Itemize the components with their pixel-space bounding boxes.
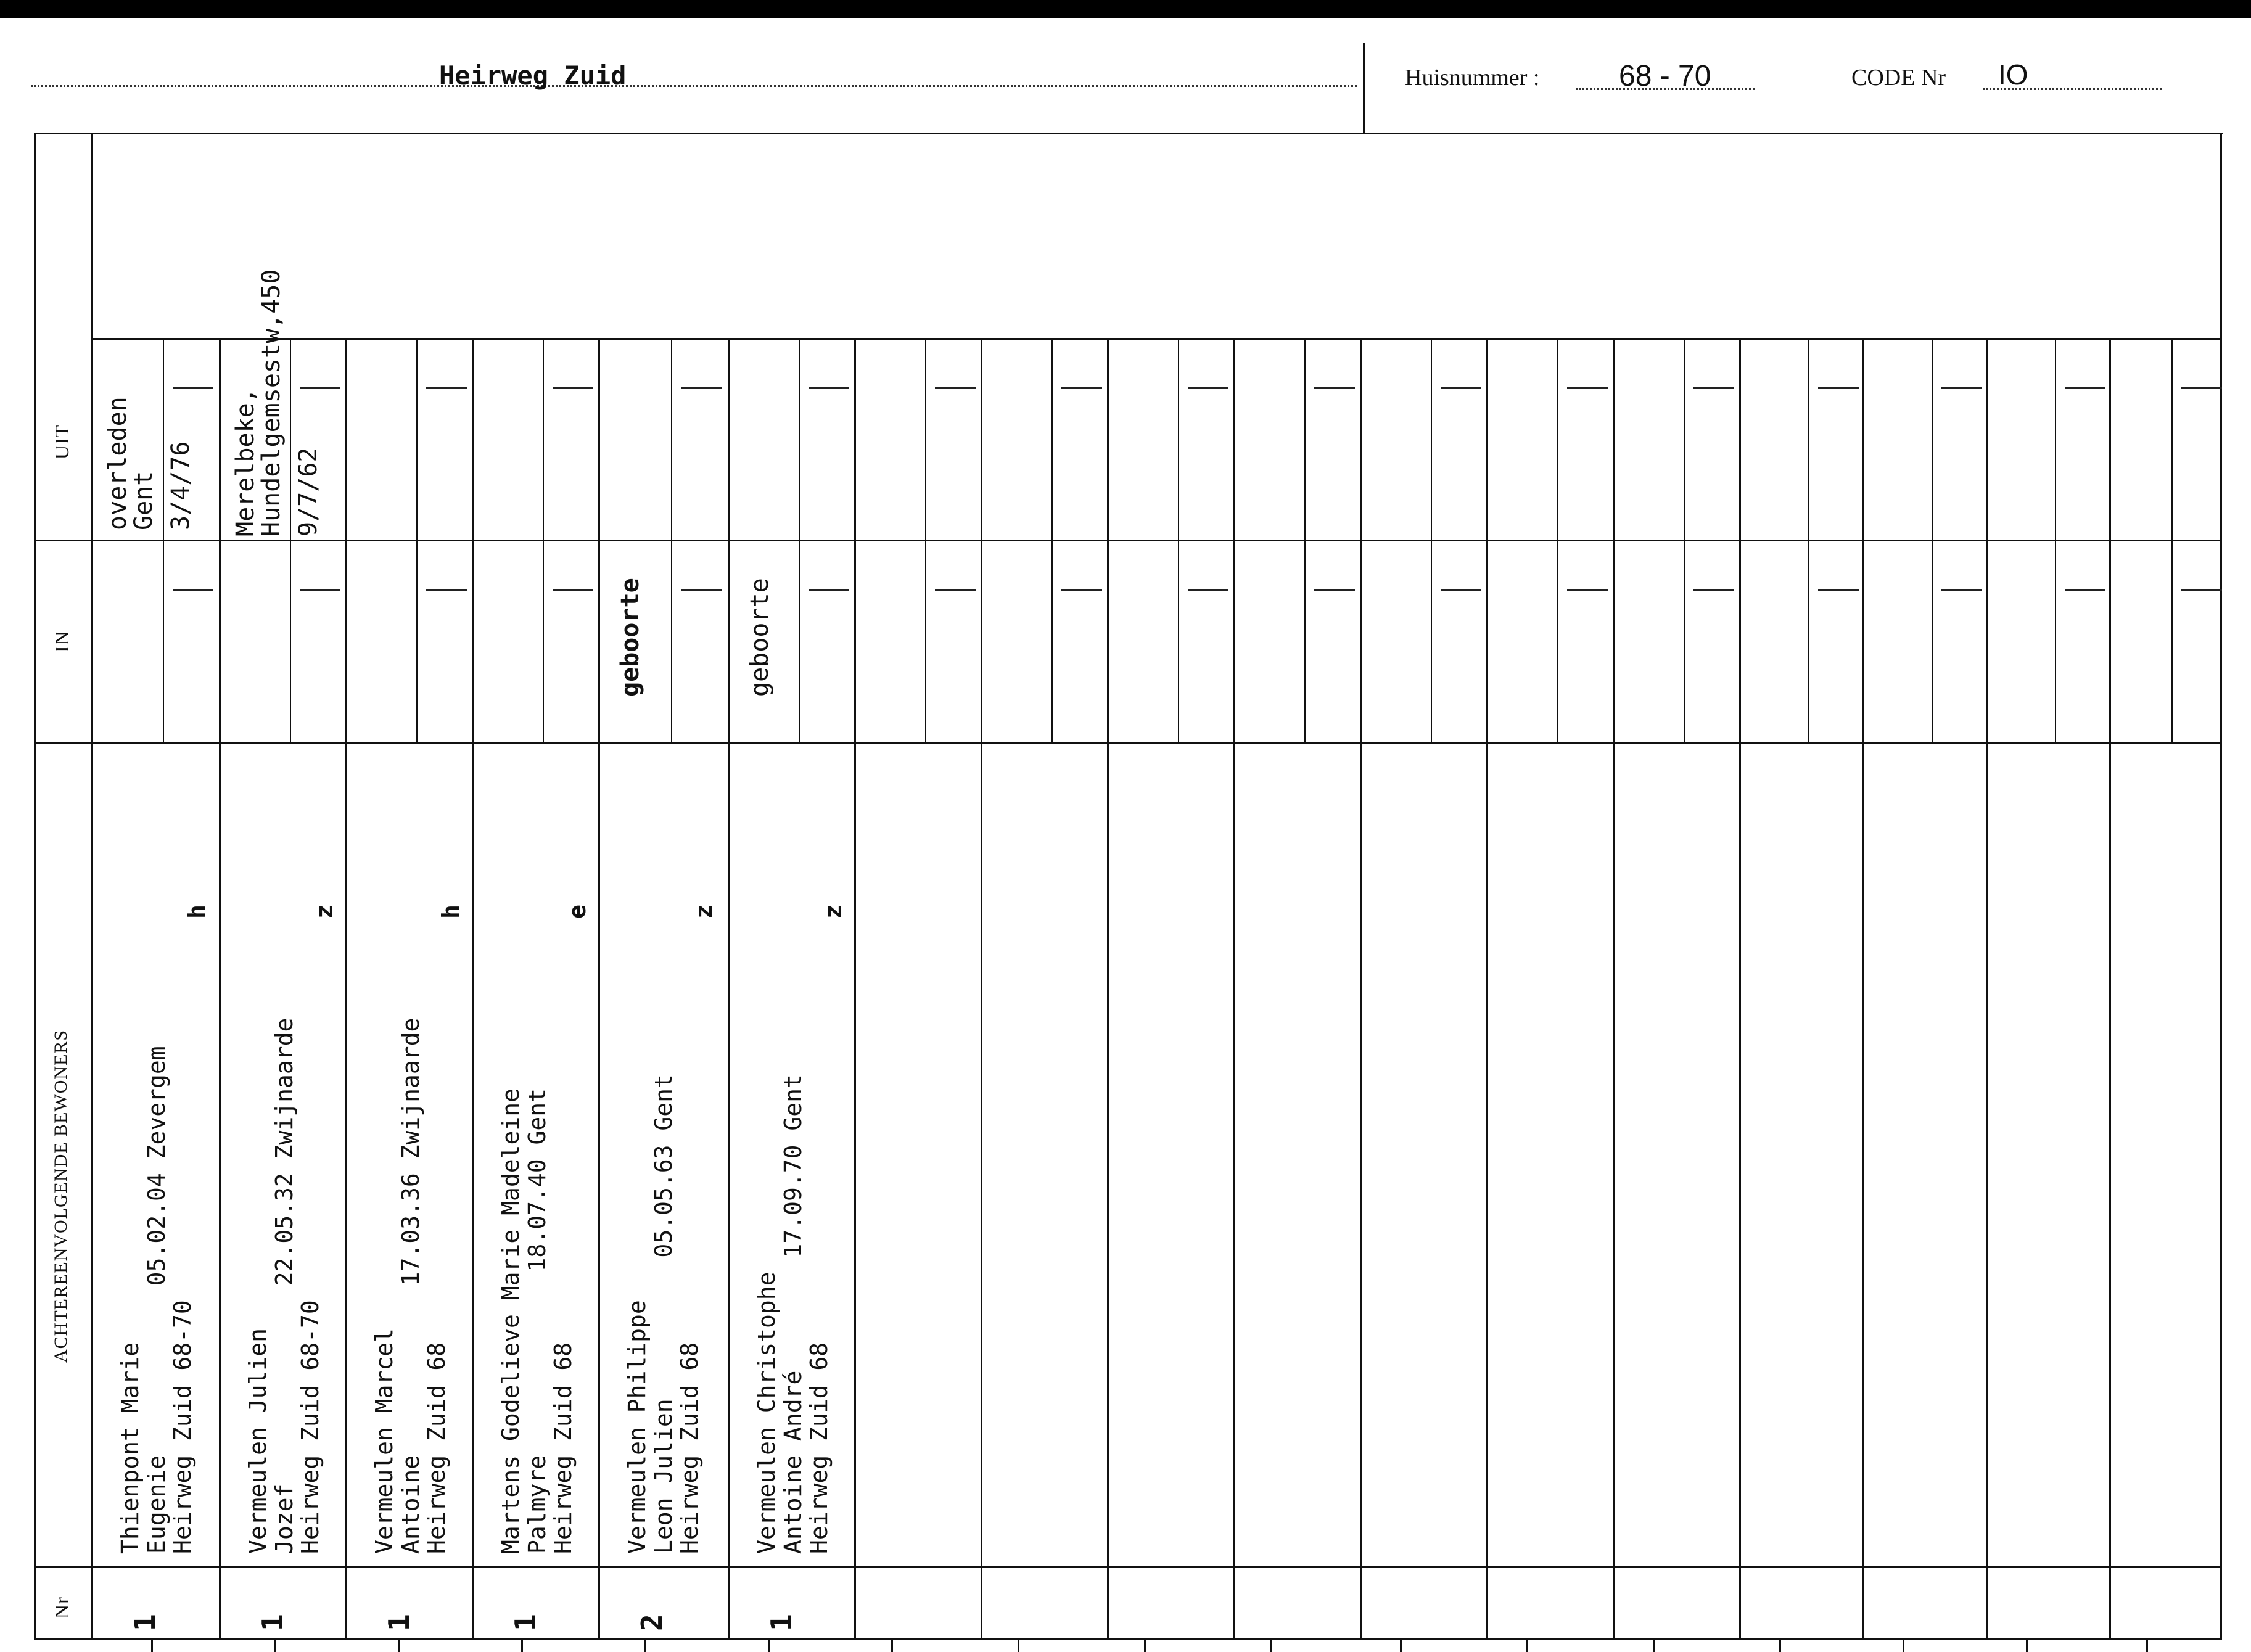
row-nr: 1 [256, 1614, 289, 1631]
blank-dash [1188, 589, 1228, 591]
column-divider [1360, 338, 1362, 1639]
subcolumn-divider [163, 540, 164, 742]
subcolumn-divider [2055, 338, 2056, 540]
uit-line: Gent [130, 471, 158, 530]
blank-dash [935, 589, 976, 591]
column-divider [1107, 338, 1109, 1639]
subcolumn-divider [1051, 540, 1053, 742]
subcolumn-divider [1304, 338, 1306, 540]
blank-dash [553, 589, 593, 591]
resident-line: Vermeulen Marcel [371, 1328, 398, 1554]
resident-line: Martens Godelieve Marie Madeleine [497, 1088, 524, 1554]
blank-dash [2065, 589, 2105, 591]
code-label: CODE Nr [1851, 65, 1946, 91]
subcolumn-divider [671, 540, 672, 742]
table-top-border [34, 133, 2223, 134]
row-nr: 1 [765, 1614, 798, 1631]
blank-dash [1567, 589, 1608, 591]
resident-line: Leon Julien 05.05.63 Gent [649, 1074, 677, 1554]
resident-entry [624, 1074, 703, 1554]
resident-code: z [690, 905, 717, 919]
column-divider [219, 338, 221, 1639]
resident-line: Palmyre 18.07.40 Gent [523, 1088, 551, 1554]
blank-dash [2065, 387, 2105, 389]
bottom-tick [891, 1640, 893, 1652]
resident-line: Heirweg Zuid 68-70 [169, 1300, 197, 1554]
resident-code: h [437, 905, 464, 919]
resident-entry [245, 1018, 324, 1554]
subcolumn-divider [416, 540, 418, 742]
bottom-tick [2146, 1640, 2148, 1652]
subcolumn-divider [1557, 338, 1558, 540]
blank-dash [1314, 387, 1355, 389]
bottom-tick [1653, 1640, 1655, 1652]
row-nr: 1 [509, 1614, 542, 1631]
subcolumn-divider [799, 540, 800, 742]
blank-dash [1188, 387, 1228, 389]
table-left-border [34, 133, 36, 1640]
resident-code: z [311, 905, 338, 919]
street-underline [31, 85, 1357, 87]
resident-line: Vermeulen Philippe [623, 1300, 651, 1554]
bewoners-section-top [34, 742, 2222, 744]
subcolumn-divider [1932, 338, 1933, 540]
subcolumn-divider [925, 338, 926, 540]
blank-dash [1941, 387, 1982, 389]
uit-line: Hundelgemsestw,450 [257, 269, 286, 536]
subcolumn-divider [290, 540, 291, 742]
subcolumn-divider [1178, 540, 1179, 742]
nr-section-top [34, 1566, 2222, 1568]
blank-dash [173, 387, 213, 389]
blank-dash [1693, 387, 1734, 389]
subcolumn-divider [1808, 338, 1809, 540]
column-divider [345, 338, 347, 1639]
in-entry: geboorte [616, 578, 644, 697]
bottom-tick [1270, 1640, 1272, 1652]
row-nr: 1 [128, 1614, 162, 1631]
uit-line: 9/7/62 [294, 447, 323, 536]
column-divider [472, 338, 474, 1639]
huisnummer-label: Huisnummer : [1405, 65, 1540, 91]
table-right-border [2220, 133, 2222, 1640]
column-divider [598, 338, 600, 1639]
column-divider [1862, 338, 1864, 1639]
blank-dash [1818, 589, 1859, 591]
section-label-bewoners: ACHTEREENVOLGENDE BEWONERS [51, 1029, 71, 1363]
label-column-divider [91, 133, 93, 1640]
column-divider [1486, 338, 1488, 1639]
subcolumn-divider [671, 338, 672, 540]
subcolumn-divider [1932, 540, 1933, 742]
column-divider [981, 338, 982, 1639]
subcolumn-divider [543, 540, 544, 742]
uit-entry [233, 269, 321, 536]
resident-entry [498, 1088, 577, 1554]
subcolumn-divider [2055, 540, 2056, 742]
section-label-nr: Nr [51, 1597, 73, 1619]
bottom-tick [1903, 1640, 1904, 1652]
subcolumn-divider [1431, 338, 1432, 540]
in-entry: geboorte [746, 578, 774, 697]
uit-entry [105, 397, 194, 530]
subcolumn-divider [1304, 540, 1306, 742]
resident-line: Antoine André 17.09.70 Gent [779, 1074, 807, 1554]
blank-dash [1441, 589, 1481, 591]
subcolumn-divider [1684, 338, 1685, 540]
row-nr: 1 [382, 1614, 416, 1631]
subcolumn-divider [2171, 338, 2173, 540]
blank-dash [1061, 589, 1102, 591]
table-bottom-border [34, 1638, 2222, 1640]
subcolumn-divider [1431, 540, 1432, 742]
huisnummer-value: 68 - 70 [1619, 60, 1711, 92]
bottom-tick [1779, 1640, 1781, 1652]
resident-entry [117, 1046, 196, 1554]
resident-entry [754, 1074, 833, 1554]
page-top-border [0, 0, 2251, 18]
blank-dash [1314, 589, 1355, 591]
column-divider [1739, 338, 1741, 1639]
resident-line: Jozef 22.05.32 Zwijnaarde [270, 1017, 298, 1554]
code-value: IO [1998, 59, 2028, 91]
subcolumn-divider [2171, 540, 2173, 742]
blank-dash [2181, 589, 2222, 591]
resident-line: Vermeulen Christophe [753, 1272, 780, 1554]
bottom-tick [151, 1640, 153, 1652]
bottom-tick [2026, 1640, 2028, 1652]
column-divider [2109, 338, 2111, 1639]
subcolumn-divider [925, 540, 926, 742]
resident-line: Eugenie 05.02.04 Zevergem [142, 1046, 170, 1554]
column-divider [1233, 338, 1235, 1639]
blank-dash [681, 387, 722, 389]
bottom-tick [768, 1640, 770, 1652]
bottom-tick [1018, 1640, 1019, 1652]
blank-dash [1941, 589, 1982, 591]
uit-line: overleden [104, 397, 132, 530]
resident-line: Heirweg Zuid 68 [549, 1342, 577, 1554]
subcolumn-divider [799, 338, 800, 540]
blank-dash [553, 387, 593, 389]
blank-dash [1061, 387, 1102, 389]
blank-dash [809, 387, 849, 389]
blank-dash [300, 589, 340, 591]
blank-dash [426, 589, 467, 591]
resident-line: Vermeulen Julien [244, 1328, 271, 1554]
bottom-tick [274, 1640, 276, 1652]
subcolumn-divider [1557, 540, 1558, 742]
blank-dash [935, 387, 976, 389]
column-divider [728, 338, 730, 1639]
blank-dash [1441, 387, 1481, 389]
column-divider [1986, 338, 1988, 1639]
resident-line: Heirweg Zuid 68 [805, 1342, 833, 1554]
column-divider [854, 338, 856, 1639]
uit-line: 3/4/76 [167, 441, 195, 530]
resident-code: z [820, 905, 847, 919]
section-label-uit: UIT [51, 424, 73, 459]
section-label-in: IN [51, 630, 73, 652]
resident-code: e [564, 905, 591, 919]
bottom-tick [644, 1640, 646, 1652]
row-nr: 2 [635, 1614, 669, 1631]
resident-line: Antoine 17.03.36 Zwijnaarde [397, 1017, 424, 1554]
resident-line: Heirweg Zuid 68 [423, 1342, 451, 1554]
resident-line: Heirweg Zuid 68-70 [297, 1300, 324, 1554]
uit-section-top [91, 338, 2222, 340]
subcolumn-divider [1051, 338, 1053, 540]
bottom-tick [521, 1640, 523, 1652]
blank-dash [809, 589, 849, 591]
column-divider [1613, 338, 1615, 1639]
subcolumn-divider [416, 338, 418, 540]
bottom-tick [1526, 1640, 1528, 1652]
street-name: Heirweg Zuid [439, 60, 627, 91]
resident-line: Thienpont Marie [117, 1342, 144, 1554]
uit-line: Merelbeke, [231, 388, 260, 536]
subcolumn-divider [1684, 540, 1685, 742]
blank-dash [1818, 387, 1859, 389]
subcolumn-divider [543, 338, 544, 540]
blank-dash [681, 589, 722, 591]
resident-code: h [183, 905, 210, 919]
bottom-tick [398, 1640, 400, 1652]
blank-dash [1693, 589, 1734, 591]
blank-dash [1567, 387, 1608, 389]
resident-line: Heirweg Zuid 68 [676, 1342, 704, 1554]
bottom-tick [1400, 1640, 1402, 1652]
blank-dash [2181, 387, 2222, 389]
subcolumn-divider [1178, 338, 1179, 540]
header-divider [1363, 43, 1365, 133]
bottom-tick [1144, 1640, 1146, 1652]
in-section-top [34, 540, 2222, 541]
subcolumn-divider [1808, 540, 1809, 742]
blank-dash [426, 387, 467, 389]
resident-entry [371, 1018, 450, 1554]
blank-dash [173, 589, 213, 591]
